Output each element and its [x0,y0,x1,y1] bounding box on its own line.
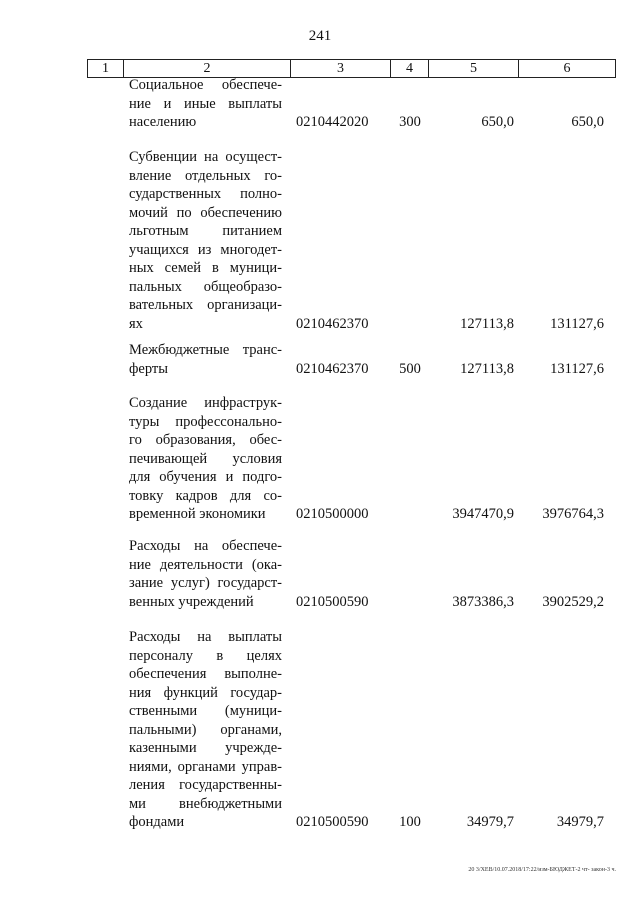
row-value-2020: 3976764,3 [542,506,604,522]
row-value-2020: 3902529,2 [542,593,604,610]
row-name-line: для обучения и подго- [129,469,282,485]
row-expense-type: 500 [399,360,421,377]
row-value-2019: 34979,7 [466,814,514,830]
row-value-2019: 127113,8 [460,360,514,377]
row-name-line: вательных организаци- [129,297,282,313]
row-name-line: Социальное обеспече- [129,77,282,93]
row-name-line: го образования, обес- [129,432,282,448]
row-code: 0210462370 [296,315,369,332]
row-name-line: ние деятельности (ока- [129,556,282,573]
row-name-line: казенными учрежде- [129,740,282,756]
row-value-2020: 131127,6 [550,360,604,377]
row-code: 0210500590 [296,593,369,610]
row-name-line: населению [129,114,197,130]
row-name-line: печивающей условия [129,450,282,467]
footer-stamp: 20 3/ХЕВ/10.07.2018/17:22/изм-БЮДЖЕТ-2 чт- закон-3 ч. [468,867,616,873]
row-name-line: ных семей в муници- [129,260,282,276]
row-name-line: временной экономики [129,506,266,522]
row-value-2019: 3947470,9 [452,506,514,522]
row-name-line: Субвенции на осущест- [129,149,282,165]
row-name [129,148,282,333]
row-value-2020: 34979,7 [556,814,604,830]
row-name-line: зание услуг) государст- [129,575,282,591]
row-value-2020: 650,0 [571,114,604,130]
row-name-line: ние и иные выплаты [129,95,282,112]
row-name-line: товку кадров для со- [129,487,282,504]
column-header-5: 5 [428,60,518,77]
row-name-line: ферты [129,360,168,377]
row-name-line: ния функций государ- [129,684,282,701]
row-expense-type: 300 [399,114,421,130]
column-header-4: 4 [390,60,428,77]
row-name-line: учащихся из многодет- [129,241,282,258]
row-name-line: ления государственны- [129,777,282,793]
row-value-2019: 3873386,3 [452,593,514,610]
row-name-line: льготным питанием [129,223,282,239]
row-name-line: мочий по обеспечению [129,204,282,221]
row-name [129,628,282,832]
column-header-3: 3 [290,60,390,77]
row-name [129,341,282,378]
row-name-line: туры профессонально- [129,413,282,430]
column-header-6: 6 [518,60,615,77]
row-value-2019: 650,0 [481,114,514,130]
page-number: 241 [308,28,332,44]
row-name-line: Расходы на обеспече- [129,538,282,554]
row-name-line: вление отдельных го- [129,167,282,184]
row-name-line: венных учреждений [129,593,254,610]
column-header-1: 1 [102,61,109,76]
row-code: 0210500590 [296,814,369,830]
row-name-line: ях [129,315,143,332]
row-name-line: обеспечения выполне- [129,666,282,682]
row-name-line: Расходы на выплаты [129,629,282,645]
column-header-2: 2 [123,60,290,77]
row-code: 0210500000 [296,506,369,522]
row-name-line: ниями, органами управ- [129,758,282,775]
row-name [129,537,282,611]
row-name-line: фондами [129,814,185,830]
row-name [129,76,282,132]
row-name-line: ми внебюджетными [129,795,282,812]
row-name [129,394,282,524]
row-name-line: персоналу в целях [129,647,282,664]
row-code: 0210462370 [296,360,369,377]
row-name-line: пальных общеобразо- [129,278,282,295]
row-expense-type: 100 [399,814,421,830]
row-value-2020: 131127,6 [550,315,604,332]
row-name-line: Межбюджетные транс- [129,342,282,358]
row-value-2019: 127113,8 [460,315,514,332]
row-name-line: пальными) органами, [129,721,282,738]
row-name-line: сударственных полно- [129,186,282,202]
row-name-line: Создание инфраструк- [129,395,282,411]
row-name-line: ственными (муници- [129,703,282,719]
row-code: 0210442020 [296,114,369,130]
